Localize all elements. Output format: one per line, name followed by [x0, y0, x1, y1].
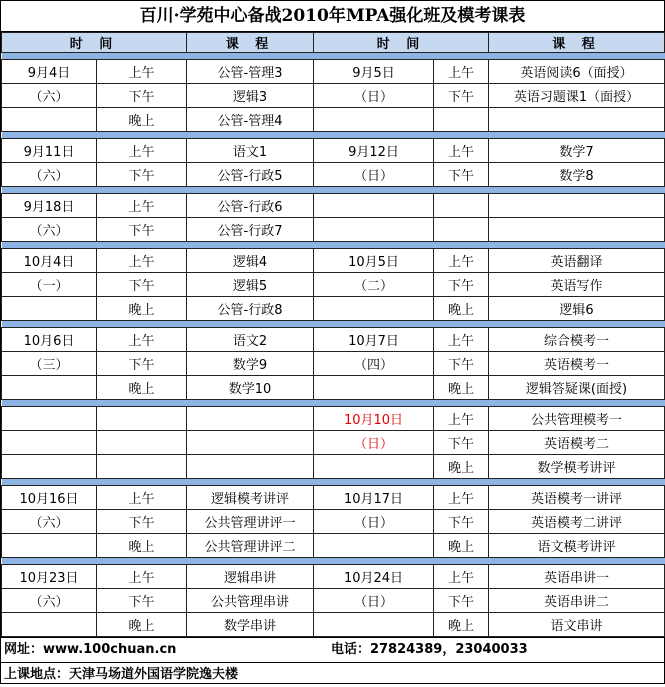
right-period: 下午: [434, 163, 489, 187]
right-weekday: （日）: [314, 510, 434, 534]
right-course: 英语阅读6（面授）: [489, 60, 665, 84]
right-course: 逻辑6: [489, 297, 665, 321]
right-period: 晚上: [434, 534, 489, 558]
left-course: 逻辑串讲: [187, 565, 314, 589]
table-row: [2, 163, 665, 187]
left-date: [2, 407, 97, 431]
right-course: [489, 108, 665, 132]
left-period: 下午: [97, 273, 187, 297]
right-period: 下午: [434, 352, 489, 376]
left-period: 上午: [97, 565, 187, 589]
right-period: 下午: [434, 273, 489, 297]
right-course: 英语写作: [489, 273, 665, 297]
left-course: 数学串讲: [187, 613, 314, 637]
left-weekday: [2, 455, 97, 479]
left-date: 10月4日: [2, 249, 97, 273]
right-course: 语文串讲: [489, 613, 665, 637]
right-weekday: [314, 108, 434, 132]
left-period: 晚上: [97, 376, 187, 400]
right-date: 10月10日: [314, 407, 434, 431]
left-course: 语文2: [187, 328, 314, 352]
left-period: 下午: [97, 589, 187, 613]
left-course: 逻辑模考讲评: [187, 486, 314, 510]
left-course: 公共管理讲评二: [187, 534, 314, 558]
block-separator: [2, 400, 665, 407]
table-row: [2, 297, 665, 321]
left-weekday: [2, 297, 97, 321]
left-weekday: （六）: [2, 218, 97, 242]
left-date: 9月4日: [2, 60, 97, 84]
left-weekday: （六）: [2, 163, 97, 187]
table-row: [2, 431, 665, 455]
right-period: 上午: [434, 328, 489, 352]
table-row: [2, 273, 665, 297]
left-course: 公管-管理3: [187, 60, 314, 84]
left-weekday: [2, 613, 97, 637]
left-course: 数学9: [187, 352, 314, 376]
right-course: 语文模考讲评: [489, 534, 665, 558]
left-period: 上午: [97, 194, 187, 218]
left-course: 数学10: [187, 376, 314, 400]
right-course: 英语习题课1（面授）: [489, 84, 665, 108]
right-course: [489, 194, 665, 218]
header-course-left: 课 程: [187, 33, 314, 53]
left-weekday: （六）: [2, 510, 97, 534]
left-period: 晚上: [97, 534, 187, 558]
left-period: 上午: [97, 60, 187, 84]
right-course: [489, 218, 665, 242]
website-text: 网址：www.100chuan.cn: [4, 642, 177, 657]
right-period: 下午: [434, 510, 489, 534]
separator-bar: [2, 242, 665, 249]
left-period: 上午: [97, 328, 187, 352]
left-period: 晚上: [97, 297, 187, 321]
table-row: [2, 108, 665, 132]
right-weekday: （日）: [314, 431, 434, 455]
right-weekday: （日）: [314, 589, 434, 613]
left-period: [97, 407, 187, 431]
page-title: 百川·学苑中心备战2010年MPA强化班及模考课表: [1, 1, 664, 32]
location-text: 上课地点：天津马场道外国语学院逸夫楼: [4, 667, 239, 682]
table-row: [2, 613, 665, 637]
right-weekday: [314, 534, 434, 558]
right-period: 上午: [434, 139, 489, 163]
right-date: 10月17日: [314, 486, 434, 510]
right-period: 下午: [434, 431, 489, 455]
left-course: 公管-行政5: [187, 163, 314, 187]
table-row: [2, 534, 665, 558]
right-date: [314, 194, 434, 218]
left-course: 公管-管理4: [187, 108, 314, 132]
separator-bar: [2, 321, 665, 328]
left-date: 10月6日: [2, 328, 97, 352]
right-period: 上午: [434, 60, 489, 84]
block-separator: [2, 558, 665, 565]
right-weekday: （二）: [314, 273, 434, 297]
table-row: [2, 84, 665, 108]
left-course: [187, 407, 314, 431]
header-course-right: 课 程: [489, 33, 665, 53]
left-period: 下午: [97, 352, 187, 376]
left-period: 上午: [97, 139, 187, 163]
table-row: [2, 60, 665, 84]
left-period: 晚上: [97, 108, 187, 132]
left-date: 9月18日: [2, 194, 97, 218]
left-weekday: （一）: [2, 273, 97, 297]
right-weekday: （日）: [314, 163, 434, 187]
separator-bar: [2, 400, 665, 407]
right-course: 英语模考一讲评: [489, 486, 665, 510]
table-row: [2, 352, 665, 376]
block-separator: [2, 132, 665, 139]
right-weekday: （四）: [314, 352, 434, 376]
right-period: 晚上: [434, 455, 489, 479]
left-course: 逻辑4: [187, 249, 314, 273]
right-period: 下午: [434, 589, 489, 613]
separator-bar: [2, 479, 665, 486]
left-course: 公共管理讲评一: [187, 510, 314, 534]
header-time-right: 时 间: [314, 33, 489, 53]
left-course: [187, 455, 314, 479]
table-row: [2, 376, 665, 400]
right-weekday: [314, 218, 434, 242]
block-separator: [2, 479, 665, 486]
table-row: [2, 249, 665, 273]
left-course: 语文1: [187, 139, 314, 163]
schedule-table: [1, 32, 665, 637]
phone-text: 电话：27824389，23040033: [330, 642, 528, 657]
right-period: [434, 194, 489, 218]
right-course: 英语串讲一: [489, 565, 665, 589]
right-period: [434, 108, 489, 132]
left-date: 9月11日: [2, 139, 97, 163]
separator-bar: [2, 558, 665, 565]
left-course: 逻辑3: [187, 84, 314, 108]
left-weekday: （六）: [2, 84, 97, 108]
table-row: [2, 510, 665, 534]
right-weekday: [314, 455, 434, 479]
table-row: [2, 194, 665, 218]
block-separator: [2, 242, 665, 249]
table-row: [2, 328, 665, 352]
left-weekday: [2, 108, 97, 132]
left-course: 公共管理串讲: [187, 589, 314, 613]
block-separator: [2, 53, 665, 60]
schedule-body: [2, 33, 665, 637]
right-course: 英语翻译: [489, 249, 665, 273]
right-course: 综合模考一: [489, 328, 665, 352]
left-date: 10月23日: [2, 565, 97, 589]
left-weekday: [2, 534, 97, 558]
right-period: [434, 218, 489, 242]
footer-contact: [1, 637, 664, 662]
left-course: 公管-行政8: [187, 297, 314, 321]
right-date: 10月5日: [314, 249, 434, 273]
right-weekday: [314, 376, 434, 400]
right-date: 10月7日: [314, 328, 434, 352]
left-course: 公管-行政6: [187, 194, 314, 218]
left-period: 上午: [97, 249, 187, 273]
separator-bar: [2, 53, 665, 60]
right-period: 晚上: [434, 613, 489, 637]
left-date: 10月16日: [2, 486, 97, 510]
right-weekday: [314, 297, 434, 321]
block-separator: [2, 321, 665, 328]
separator-bar: [2, 187, 665, 194]
left-weekday: [2, 431, 97, 455]
left-weekday: [2, 376, 97, 400]
left-period: [97, 455, 187, 479]
right-date: 9月12日: [314, 139, 434, 163]
left-period: 下午: [97, 510, 187, 534]
left-period: 上午: [97, 486, 187, 510]
right-weekday: （日）: [314, 84, 434, 108]
table-row: [2, 486, 665, 510]
right-course: 数学模考讲评: [489, 455, 665, 479]
right-course: 英语模考二: [489, 431, 665, 455]
table-row: [2, 565, 665, 589]
left-course: [187, 431, 314, 455]
left-period: 下午: [97, 84, 187, 108]
right-period: 上午: [434, 486, 489, 510]
table-row: [2, 139, 665, 163]
table-row: [2, 589, 665, 613]
block-separator: [2, 187, 665, 194]
right-course: 数学8: [489, 163, 665, 187]
left-course: 公管-行政7: [187, 218, 314, 242]
footer-location: [1, 662, 664, 687]
header-row: [2, 33, 665, 53]
right-date: 10月24日: [314, 565, 434, 589]
left-period: [97, 431, 187, 455]
left-weekday: （三）: [2, 352, 97, 376]
separator-bar: [2, 132, 665, 139]
right-course: 英语模考二讲评: [489, 510, 665, 534]
left-weekday: （六）: [2, 589, 97, 613]
right-date: 9月5日: [314, 60, 434, 84]
right-period: 晚上: [434, 297, 489, 321]
right-period: 上午: [434, 249, 489, 273]
right-period: 晚上: [434, 376, 489, 400]
right-course: 数学7: [489, 139, 665, 163]
right-course: 英语模考一: [489, 352, 665, 376]
table-row: [2, 455, 665, 479]
right-weekday: [314, 613, 434, 637]
table-row: [2, 407, 665, 431]
table-row: [2, 218, 665, 242]
right-period: 上午: [434, 565, 489, 589]
left-period: 下午: [97, 218, 187, 242]
left-period: 晚上: [97, 613, 187, 637]
right-course: 公共管理模考一: [489, 407, 665, 431]
right-period: 上午: [434, 407, 489, 431]
right-course: 英语串讲二: [489, 589, 665, 613]
right-period: 下午: [434, 84, 489, 108]
right-course: 逻辑答疑课(面授): [489, 376, 665, 400]
header-time-left: 时 间: [2, 33, 187, 53]
left-course: 逻辑5: [187, 273, 314, 297]
left-period: 下午: [97, 163, 187, 187]
